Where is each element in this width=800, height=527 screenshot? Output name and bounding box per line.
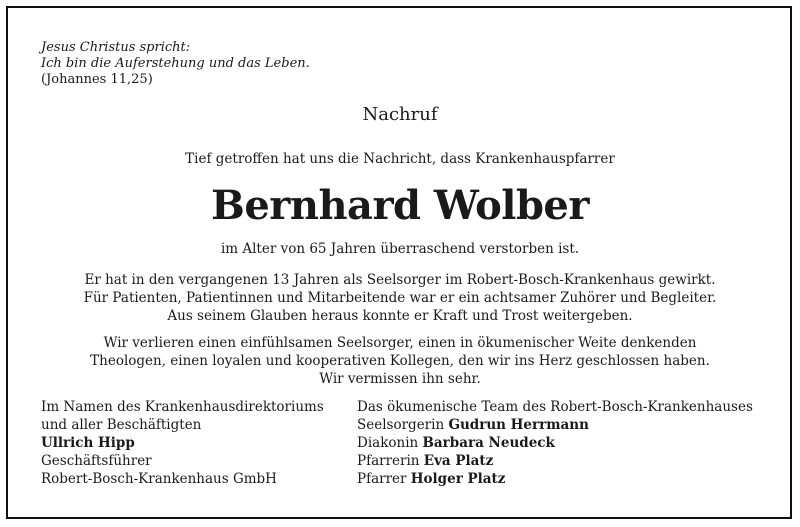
bible-quote bbox=[41, 40, 310, 88]
signature-line: Im Namen des Krankenhausdirektoriums bbox=[41, 399, 324, 415]
paragraph-line: Er hat in den vergangenen 13 Jahren als Seelsorger im Robert-Bosch-Krankenhaus gewirkt. bbox=[84, 272, 716, 288]
quote-line-1: Jesus Christus spricht: bbox=[41, 40, 191, 55]
team-member bbox=[357, 416, 753, 434]
member-role: Seelsorgerin bbox=[357, 417, 445, 433]
signatory-role: Geschäftsführer bbox=[41, 453, 152, 469]
team-member bbox=[357, 470, 753, 488]
signature-left bbox=[41, 398, 324, 488]
age-line: im Alter von 65 Jahren überraschend verstorben ist. bbox=[220, 241, 580, 257]
heading: Nachruf bbox=[362, 104, 438, 125]
member-name: Gudrun Herrmann bbox=[448, 417, 589, 433]
signatory-org: Robert-Bosch-Krankenhaus GmbH bbox=[41, 471, 277, 487]
quote-reference: (Johannes 11,25) bbox=[41, 72, 153, 87]
paragraph-line: Theologen, einen loyalen und kooperativen Kollegen, den wir ins Herz geschlossen haben. bbox=[90, 353, 710, 369]
member-role: Diakonin bbox=[357, 435, 419, 451]
paragraph-2 bbox=[0, 334, 800, 388]
quote-line-2: Ich bin die Auferstehung und das Leben. bbox=[41, 56, 310, 71]
team-member bbox=[357, 452, 753, 470]
signature-line: und aller Beschäftigten bbox=[41, 417, 202, 433]
paragraph-line: Für Patienten, Patientinnen und Mitarbeitende war er ein achtsamer Zuhörer und Begleiter. bbox=[83, 290, 717, 306]
paragraph-line: Wir verlieren einen einfühlsamen Seelsorger, einen in ökumenischer Weite denkenden bbox=[103, 335, 697, 351]
member-name: Barbara Neudeck bbox=[422, 435, 555, 451]
member-role: Pfarrer bbox=[357, 471, 407, 487]
deceased-name: Bernhard Wolber bbox=[211, 182, 589, 229]
paragraph-line: Aus seinem Glauben heraus konnte er Kraft und Trost weitergeben. bbox=[167, 308, 633, 324]
paragraph-1 bbox=[0, 271, 800, 325]
member-name: Eva Platz bbox=[423, 453, 494, 469]
member-role: Pfarrerin bbox=[357, 453, 420, 469]
member-name: Holger Platz bbox=[410, 471, 506, 487]
signatory-name: Ullrich Hipp bbox=[41, 435, 135, 451]
team-member bbox=[357, 434, 753, 452]
intro-text: Tief getroffen hat uns die Nachricht, dass Krankenhauspfarrer bbox=[185, 151, 615, 167]
team-title: Das ökumenische Team des Robert-Bosch-Krankenhauses bbox=[357, 399, 753, 415]
paragraph-line: Wir vermissen ihn sehr. bbox=[319, 371, 481, 387]
signature-right bbox=[357, 398, 753, 488]
